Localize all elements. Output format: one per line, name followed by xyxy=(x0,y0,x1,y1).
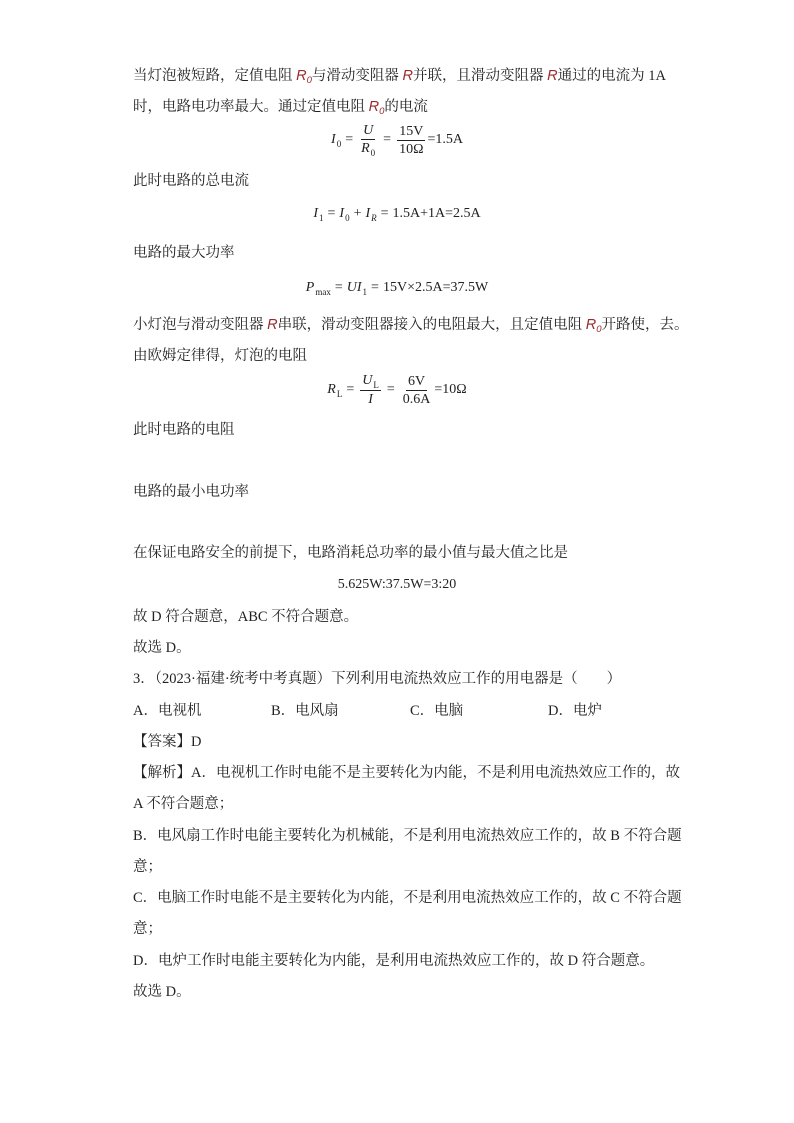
variable-symbol: R xyxy=(296,68,307,84)
equation-max-power xyxy=(0,278,794,298)
variable-subscript: 0 xyxy=(306,75,312,86)
eq-symbol: I xyxy=(365,206,371,221)
max-power-label: 电路的最大功率 xyxy=(133,245,235,261)
equation-current-r0 xyxy=(0,120,794,160)
numerator xyxy=(360,372,381,391)
eq-result: 15V×2.5A=37.5W xyxy=(382,280,489,295)
eq-operator: = xyxy=(334,280,343,295)
analysis-line-1 xyxy=(133,66,666,86)
analysis-line-2 xyxy=(133,97,428,117)
explanation-line: 故选 D。 xyxy=(133,984,191,1000)
text-run: 开路使，去。 xyxy=(601,317,689,333)
conclusion-line: 故 D 符合题意，ABC 不符合题意。 xyxy=(133,609,359,625)
eq-subscript: L xyxy=(336,389,343,399)
variable-symbol: R xyxy=(368,99,380,115)
eq-operator: = xyxy=(383,132,392,147)
eq-result: 5.625W:37.5W=3:20 xyxy=(337,577,457,592)
eq-subscript: L xyxy=(373,380,379,390)
eq-operator: = xyxy=(327,206,336,221)
eq-subscript: max xyxy=(315,287,331,297)
variable-r0 xyxy=(369,99,385,115)
text-run: 通过的电流为 1A xyxy=(557,68,666,84)
numerator: 15V xyxy=(399,123,424,139)
explanation-line: 意； xyxy=(133,921,162,937)
fraction xyxy=(360,372,381,408)
variable-subscript: 0 xyxy=(379,106,385,117)
fraction xyxy=(397,123,425,158)
eq-symbol: P xyxy=(305,280,315,295)
eq-operator: = xyxy=(346,382,355,397)
eq-subscript: 0 xyxy=(336,139,342,149)
eq-symbol: I xyxy=(331,132,336,147)
equation-ratio xyxy=(0,575,794,595)
eq-symbol: R xyxy=(327,382,336,397)
text-run: 小灯泡与滑动变阻器 xyxy=(133,317,268,333)
denominator xyxy=(359,140,377,158)
total-current-label: 此时电路的总电流 xyxy=(133,173,249,189)
eq-symbol: I xyxy=(313,206,318,221)
eq-symbol: I xyxy=(339,206,345,221)
eq-operator: = xyxy=(345,132,354,147)
option-c: C．电脑 xyxy=(410,703,464,719)
explanation-line: C．电脑工作时电能不是主要转化为内能，不是利用电流热效应工作的，故 C 不符合题 xyxy=(133,890,682,906)
eq-operator: = xyxy=(386,382,395,397)
circuit-resistance-label: 此时电路的电阻 xyxy=(133,422,235,438)
fraction xyxy=(401,373,433,408)
explanation-line: 意； xyxy=(133,859,162,875)
variable-r: R xyxy=(402,68,414,84)
equation-lamp-resistance xyxy=(0,370,794,410)
equation-total-current xyxy=(0,204,794,224)
variable-r: R xyxy=(547,68,558,84)
denominator: I xyxy=(368,392,373,407)
text-run: 并联，且滑动变阻器 xyxy=(413,68,548,84)
question-stem: 3．（2023·福建·统考中考真题）下列利用电流热效应工作的用电器是（ ） xyxy=(133,671,622,687)
text-run: 的电流 xyxy=(384,99,428,115)
explanation-line: D．电炉工作时电能主要转化为内能，是利用电流热效应工作的，故 D 符合题意。 xyxy=(133,953,655,969)
eq-operator: = xyxy=(380,206,389,221)
eq-result: =1.5A xyxy=(427,132,463,147)
eq-subscript: R xyxy=(371,213,377,223)
eq-subscript: 1 xyxy=(362,287,368,297)
answer-line: 【答案】D xyxy=(133,734,202,750)
denominator: 0.6A xyxy=(402,391,431,407)
option-b: B．电风扇 xyxy=(271,703,339,719)
text-run: 串联，滑动变阻器接入的电阻最大，且定值电阻 xyxy=(277,317,586,333)
explanation-line: 【解析】A．电视机工作时电能不是主要转化为内能，不是利用电流热效应工作的，故 xyxy=(133,765,680,781)
variable-symbol: R xyxy=(585,317,597,333)
text-run: 当灯泡被短路，定值电阻 xyxy=(133,68,297,84)
option-d: D．电炉 xyxy=(548,703,602,719)
variable-subscript: 0 xyxy=(596,324,602,335)
text-run: 与滑动变阻器 xyxy=(311,68,403,84)
option-a: A．电视机 xyxy=(133,703,202,719)
numerator: 6V xyxy=(408,373,426,389)
eq-symbol: R xyxy=(361,141,370,156)
explanation-line: B．电风扇工作时电能主要转化为机械能，不是利用电流热效应工作的，故 B 不符合题 xyxy=(133,828,682,844)
eq-subscript: 1 xyxy=(318,213,324,223)
min-power-label: 电路的最小电功率 xyxy=(133,484,249,500)
options-row xyxy=(133,701,613,721)
variable-r0 xyxy=(586,317,602,333)
ratio-label: 在保证电路安全的前提下，电路消耗总功率的最小值与最大值之比是 xyxy=(133,545,568,561)
denominator: 10Ω xyxy=(399,141,424,157)
variable-r: R xyxy=(267,317,278,333)
eq-result: 1.5A+1A=2.5A xyxy=(392,206,481,221)
eq-symbol: U xyxy=(362,373,373,388)
analysis-line-5 xyxy=(133,315,689,335)
eq-result: =10Ω xyxy=(434,382,467,397)
fraction xyxy=(359,122,377,158)
explanation-line: A 不符合题意； xyxy=(133,796,234,812)
eq-symbol: UI xyxy=(346,280,362,295)
numerator: U xyxy=(363,123,374,138)
eq-subscript: 0 xyxy=(370,148,376,158)
ohm-law-label: 由欧姆定律得，灯泡的电阻 xyxy=(133,348,307,364)
choice-line: 故选 D。 xyxy=(133,640,191,656)
eq-subscript: 0 xyxy=(345,213,350,223)
eq-operator: = xyxy=(371,280,379,295)
text-run: 时，电路电功率最大。通过定值电阻 xyxy=(133,99,369,115)
eq-operator: + xyxy=(353,206,362,221)
variable-r0 xyxy=(296,68,312,84)
